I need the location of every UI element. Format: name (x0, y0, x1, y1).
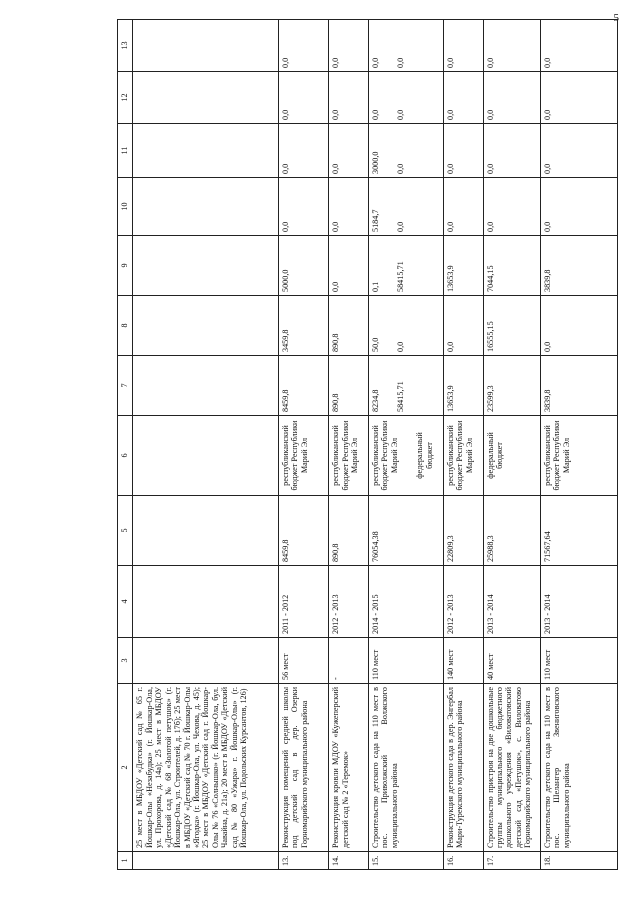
funding-source-text: республиканский бюджет Республики Марий Эл (280, 420, 309, 491)
continuation-row (133, 20, 278, 870)
amount-value: 0,0 (485, 163, 495, 174)
value-cell-c13 (483, 20, 540, 72)
column-number-header: 5 (118, 496, 133, 566)
period-cell: 2012 - 2013 (329, 566, 369, 638)
amount-value: 0,0 (445, 163, 455, 174)
row-number-cell (133, 852, 278, 870)
amount-value: 0,0 (280, 163, 290, 174)
empty-cell (133, 72, 278, 124)
total-cost-cell: 76054,38 (368, 496, 443, 566)
column-number-header: 1 (118, 852, 133, 870)
value-cell-c12 (443, 72, 483, 124)
column-number-header: 10 (118, 178, 133, 236)
funding-source-cell (368, 416, 443, 496)
value-cell-c9 (540, 236, 617, 296)
table-row (443, 20, 483, 870)
amount-value: 5000,0 (280, 269, 290, 292)
amount-value: 0,0 (331, 57, 341, 68)
value-cell-c9 (443, 236, 483, 296)
value-cell-c8 (443, 296, 483, 356)
amount-value: 0,0 (280, 221, 290, 232)
object-name-cell: Строительство пристроя на две дошкольные группы муниципального бюджетного дошкольного учреждения «Виловатовский детский сад «Петушок», с. Виловатово Горномарийского муниципального района (483, 684, 540, 852)
amount-value: 0,0 (542, 109, 552, 120)
total-cost-cell: 890,8 (329, 496, 369, 566)
value-cell-c8 (483, 296, 540, 356)
funding-source-text: федеральный бюджет (415, 432, 434, 479)
empty-cell (133, 124, 278, 178)
value-cell-c7 (540, 356, 617, 416)
funding-source-cell (540, 416, 617, 496)
value-cell-c12 (483, 72, 540, 124)
amount-value: 0,0 (542, 221, 552, 232)
amount-value: 0,0 (280, 57, 290, 68)
value-cell-c9 (368, 236, 443, 296)
column-number-header: 7 (118, 356, 133, 416)
row-number-cell: 18. (540, 852, 617, 870)
row-number-cell: 13. (278, 852, 329, 870)
object-name-cell: Строительство детского сада на 110 мест в пос. Приволжский Волжского муниципального района (368, 684, 443, 852)
amount-value: 58415,71 (396, 381, 406, 412)
value-cell-c9 (483, 236, 540, 296)
amount-value: 0,0 (542, 57, 552, 68)
amount-value: 0,0 (370, 109, 380, 120)
amount-value: 13653,9 (445, 265, 455, 292)
amount-value: 23599,3 (485, 385, 495, 412)
amount-value: 890,8 (331, 393, 341, 412)
empty-cell (133, 416, 278, 496)
value-cell-c7 (368, 356, 443, 416)
amount-value: 0,0 (396, 221, 406, 232)
capacity-cell: - (329, 638, 369, 684)
amount-value: 0,0 (542, 163, 552, 174)
value-cell-c9 (329, 236, 369, 296)
row-number-cell: 16. (443, 852, 483, 870)
empty-cell (133, 356, 278, 416)
column-number-header: 13 (118, 20, 133, 72)
value-cell-c11 (368, 124, 443, 178)
amount-value: 890,8 (331, 333, 341, 352)
value-cell-c10 (278, 178, 329, 236)
funding-source-text: республиканский бюджет Республики Марий Эл (445, 420, 474, 491)
row-number-cell: 15. (368, 852, 443, 870)
period-cell: 2012 - 2013 (443, 566, 483, 638)
capacity-cell: 40 мест (483, 638, 540, 684)
funding-source-cell (483, 416, 540, 496)
amount-value: 0,0 (396, 57, 406, 68)
empty-cell (133, 496, 278, 566)
amount-value: 7044,15 (485, 265, 495, 292)
column-number-header: 9 (118, 236, 133, 296)
column-number-header: 8 (118, 296, 133, 356)
value-cell-c13 (329, 20, 369, 72)
value-cell-c11 (278, 124, 329, 178)
column-number-header: 4 (118, 566, 133, 638)
amount-value: 5184,7 (370, 209, 380, 232)
amount-value: 3839,8 (542, 269, 552, 292)
funding-source-cell (278, 416, 329, 496)
object-name-cell: Реконструкция кровли МДОУ «Кужеперский детский сад № 2 «Теремок» (329, 684, 369, 852)
empty-cell (133, 20, 278, 72)
amount-value: 16555,15 (485, 321, 495, 352)
period-cell: 2011 - 2012 (278, 566, 329, 638)
table-row (278, 20, 329, 870)
amount-value: 0,0 (485, 221, 495, 232)
value-cell-c12 (540, 72, 617, 124)
value-cell-c10 (443, 178, 483, 236)
value-cell-c11 (483, 124, 540, 178)
capacity-cell: 110 мест (368, 638, 443, 684)
value-cell-c8 (278, 296, 329, 356)
value-cell-c9 (278, 236, 329, 296)
value-cell-c8 (540, 296, 617, 356)
value-cell-c13 (540, 20, 617, 72)
amount-value: 0,0 (445, 109, 455, 120)
amount-value: 0,0 (485, 57, 495, 68)
amount-value: 0,0 (396, 341, 406, 352)
column-number-header: 11 (118, 124, 133, 178)
amount-value: 8459,8 (280, 389, 290, 412)
column-number-header: 2 (118, 684, 133, 852)
funding-source-text: республиканский бюджет Республики Марий Эл (542, 420, 571, 491)
amount-value: 0,0 (370, 57, 380, 68)
row-number-cell: 14. (329, 852, 369, 870)
empty-cell (133, 178, 278, 236)
value-cell-c13 (443, 20, 483, 72)
amount-value: 0,0 (280, 109, 290, 120)
amount-value: 0,0 (445, 57, 455, 68)
amount-value: 0,0 (331, 163, 341, 174)
table-row (329, 20, 369, 870)
capacity-cell: 56 мест (278, 638, 329, 684)
value-cell-c12 (329, 72, 369, 124)
page-number: 5 (613, 12, 619, 24)
amount-value: 0,0 (542, 341, 552, 352)
empty-cell (133, 566, 278, 638)
value-cell-c10 (329, 178, 369, 236)
row-number-cell: 17. (483, 852, 540, 870)
value-cell-c7 (278, 356, 329, 416)
funding-source-text: республиканский бюджет Республики Марий Эл (331, 420, 360, 491)
value-cell-c8 (329, 296, 369, 356)
value-cell-c10 (483, 178, 540, 236)
value-cell-c7 (483, 356, 540, 416)
table-row (540, 20, 617, 870)
amount-value: 0,1 (370, 281, 380, 292)
empty-cell (133, 296, 278, 356)
column-number-header: 6 (118, 416, 133, 496)
amount-value: 0,0 (396, 163, 406, 174)
object-name-cell: Строительство детского сада на 110 мест в пос. Шелангер Звениговского муниципального района (540, 684, 617, 852)
rotated-table-container (117, 20, 618, 870)
funding-source-text: федеральный бюджет (485, 432, 504, 479)
period-cell: 2014 - 2015 (368, 566, 443, 638)
capacity-cell: 140 мест (443, 638, 483, 684)
value-cell-c13 (368, 20, 443, 72)
column-number-header: 12 (118, 72, 133, 124)
total-cost-cell: 25988,3 (483, 496, 540, 566)
program-table (117, 19, 618, 870)
value-cell-c11 (443, 124, 483, 178)
funding-source-text: республиканский бюджет Республики Марий Эл (370, 420, 399, 491)
amount-value: 0,0 (331, 281, 341, 292)
value-cell-c7 (443, 356, 483, 416)
total-cost-cell: 8459,8 (278, 496, 329, 566)
total-cost-cell: 71567,64 (540, 496, 617, 566)
empty-cell (133, 236, 278, 296)
period-cell: 2013 - 2014 (540, 566, 617, 638)
table-row (368, 20, 443, 870)
amount-value: 0,0 (331, 221, 341, 232)
amount-value: 0,0 (445, 221, 455, 232)
amount-value: 0,0 (445, 341, 455, 352)
capacity-cell: 110 мест (540, 638, 617, 684)
amount-value: 13653,9 (445, 385, 455, 412)
object-name-cell: Реконструкция детского сада в дер. Энгербал Мари-Турекского муниципального района (443, 684, 483, 852)
amount-value: 3839,8 (542, 389, 552, 412)
object-name-cell: 25 мест в МБДОУ «Детский сад № 65 г. Йошкар-Олы «Незабудка» (г. Йошкар-Ола, ул. Прохорова, д. 14а); 25 мест в МБДОУ «Детский сад № 68 «Золотой петушок» (г. Йошкар-Ола, ул. Строителей, д. 17б); 25 мест в МБДОУ «Детский сад № 70 г. Йошкар-Олы «Ягодка» (г. Йошкар-Ола, ул. Чехова, д. 45); 25 мест в МБДОУ «Детский сад г. Йошкар-Олы № 76 «Солнышко» (г. Йошкар-Ола, бул. Чавайна, д. 21а); 20 мест в МБДОУ «Детский сад № 80 «Ужара» г. Йошкар-Олы» (г. Йошкар-Ола, ул. Подольских Курсантов, 126) (133, 684, 278, 852)
value-cell-c12 (278, 72, 329, 124)
period-cell: 2013 - 2014 (483, 566, 540, 638)
value-cell-c12 (368, 72, 443, 124)
amount-value: 8234,8 (370, 389, 380, 412)
value-cell-c11 (329, 124, 369, 178)
value-cell-c10 (368, 178, 443, 236)
total-cost-cell: 22809,3 (443, 496, 483, 566)
value-cell-c7 (329, 356, 369, 416)
value-cell-c13 (278, 20, 329, 72)
value-cell-c8 (368, 296, 443, 356)
amount-value: 3459,8 (280, 329, 290, 352)
funding-source-cell (443, 416, 483, 496)
value-cell-c10 (540, 178, 617, 236)
amount-value: 0,0 (331, 109, 341, 120)
header-row (118, 20, 133, 870)
amount-value: 3000,0 (370, 151, 380, 174)
amount-value: 58415,71 (396, 261, 406, 292)
column-number-header: 3 (118, 638, 133, 684)
value-cell-c11 (540, 124, 617, 178)
table-body (118, 20, 618, 870)
object-name-cell: Реконструкция помещений средней школы под детский сад в дер. Озерки Горномарийского муниципального района (278, 684, 329, 852)
table-row (483, 20, 540, 870)
amount-value: 50,0 (370, 337, 380, 352)
amount-value: 0,0 (485, 109, 495, 120)
funding-source-cell (329, 416, 369, 496)
amount-value: 0,0 (396, 109, 406, 120)
empty-cell (133, 638, 278, 684)
